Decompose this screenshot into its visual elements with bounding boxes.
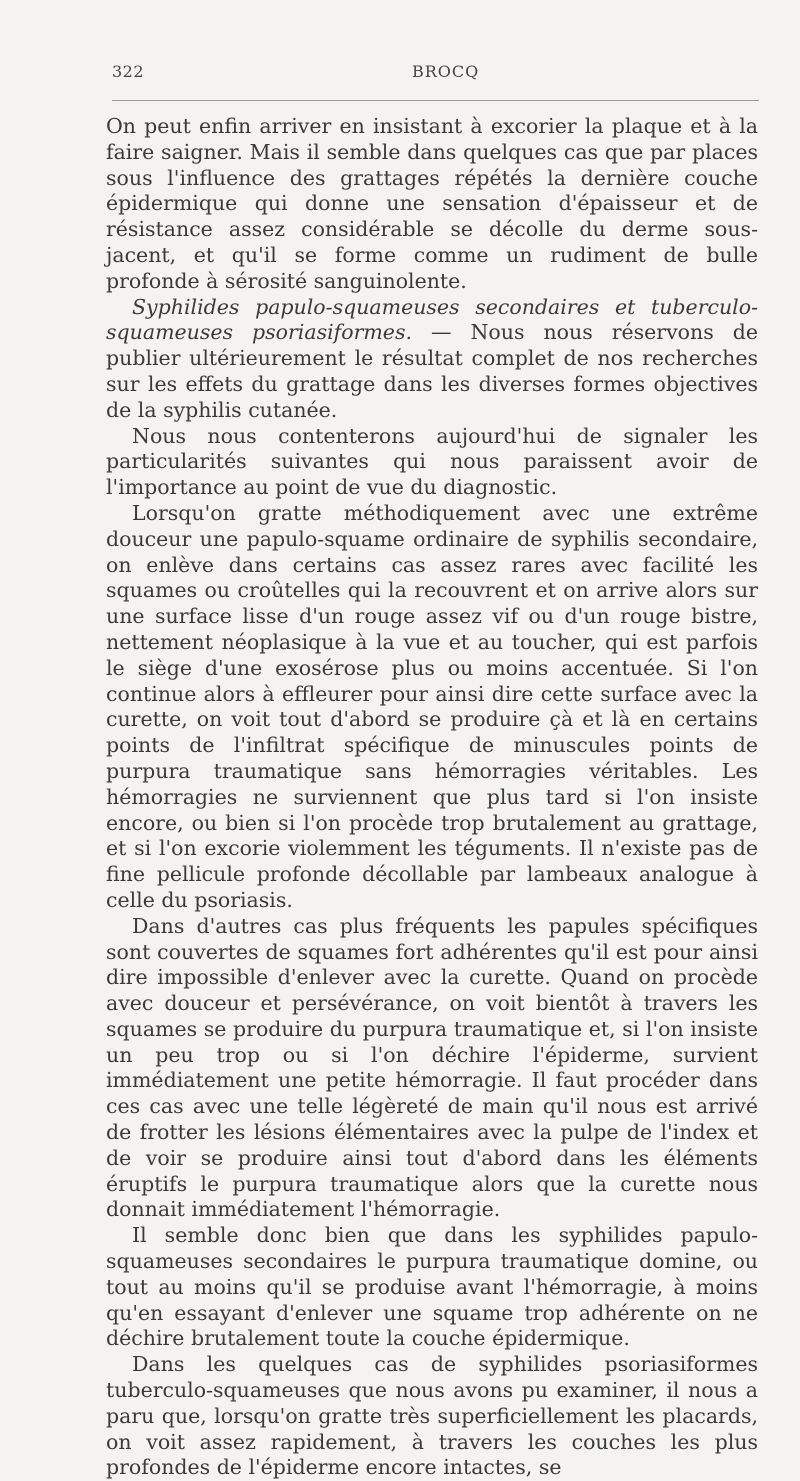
running-head: BROCQ: [412, 62, 480, 81]
section-title: Syphilides papulo-squameuses secondaires et tuberculo-squameuses psoriasiformes.: [106, 294, 758, 345]
paragraph-5: Dans d'autres cas plus fréquents les papules spécifiques sont couvertes de squames fort adhérentes qu'il est pour ainsi dire impossible d'enlever avec la curette. Quand on procède avec douceur et persévérance, on voit bientôt à travers les squames se produire du purpura traumatique et, si l'on insiste un peu trop ou si l'on déchire l'épiderme, survient immédiatement une petite hémorragie. Il faut procéder dans ces cas avec une telle légèreté de main qu'il nous est arrivé de frotter les lésions élémentaires avec la pulpe de l'index et de voir se produire ainsi tout d'abord dans les éléments éruptifs le purpura traumatique alors que la curette nous donnait immédiatement l'hémorragie.: [106, 913, 758, 1222]
paragraph-2-text: — Nous nous réservons de publier ultérieurement le résultat complet de nos recherches sur les effets du grattage dans les diverses formes objectives de la syphilis cutanée.: [106, 320, 758, 422]
paragraph-2: [106, 295, 758, 424]
paragraph-7: Dans les quelques cas de syphilides psoriasiformes tuberculo-squameuses que nous avons pu examiner, il nous a paru que, lorsqu'on gratte très superficiellement les placards, on voit assez rapidement, à travers les couches les plus profondes de l'épiderme encore intactes, se: [106, 1352, 758, 1480]
paragraph-3: Nous nous contenterons aujourd'hui de signaler les particularités suivantes qui nous paraissent avoir de l'importance au point de vue du diagnostic.: [106, 423, 758, 500]
body-text: [106, 114, 758, 1481]
page-number: 322: [112, 62, 145, 81]
header-divider: [112, 100, 759, 101]
page-header: [112, 60, 757, 90]
paragraph-1: On peut enfin arriver en insistant à excorier la plaque et à la faire saigner. Mais il semble dans quelques cas que par places sous l'influence des grattages répétés la dernière couche épidermique qui donne une sensation d'épaisseur et de résistance assez considérable se décolle du derme sous-jacent, et qu'il se forme comme un rudiment de bulle profonde à sérosité sanguinolente.: [106, 114, 758, 293]
paragraph-4: Lorsqu'on gratte méthodiquement avec une extrême douceur une papulo-squame ordinaire de syphilis secondaire, on enlève dans certains cas assez rares avec facilité les squames ou croûtelles qui la recouvrent et on arrive alors sur une surface lisse d'un rouge assez vif ou d'un rouge bistre, nettement néoplasique à la vue et au toucher, qui est parfois le siège d'une exosérose plus ou moins accentuée. Si l'on continue alors à effleurer pour ainsi dire cette surface avec la curette, on voit tout d'abord se produire çà et là en certains points de l'infiltrat spécifique de minuscules points de purpura traumatique sans hémorragies véritables. Les hémorragies ne surviennent que plus tard si l'on insiste encore, ou bien si l'on procède trop brutalement au grattage, et si l'on excorie violemment les téguments. Il n'existe pas de fine pellicule profonde décollable par lambeaux analogue à celle du psoriasis.: [106, 500, 758, 912]
paragraph-6: Il semble donc bien que dans les syphilides papulo-squameuses secondaires le purpura traumatique domine, ou tout au moins qu'il se produise avant l'hémorragie, à moins qu'en essayant d'enlever une squame trop adhérente on ne déchire brutalement toute la couche épidermique.: [106, 1223, 758, 1351]
